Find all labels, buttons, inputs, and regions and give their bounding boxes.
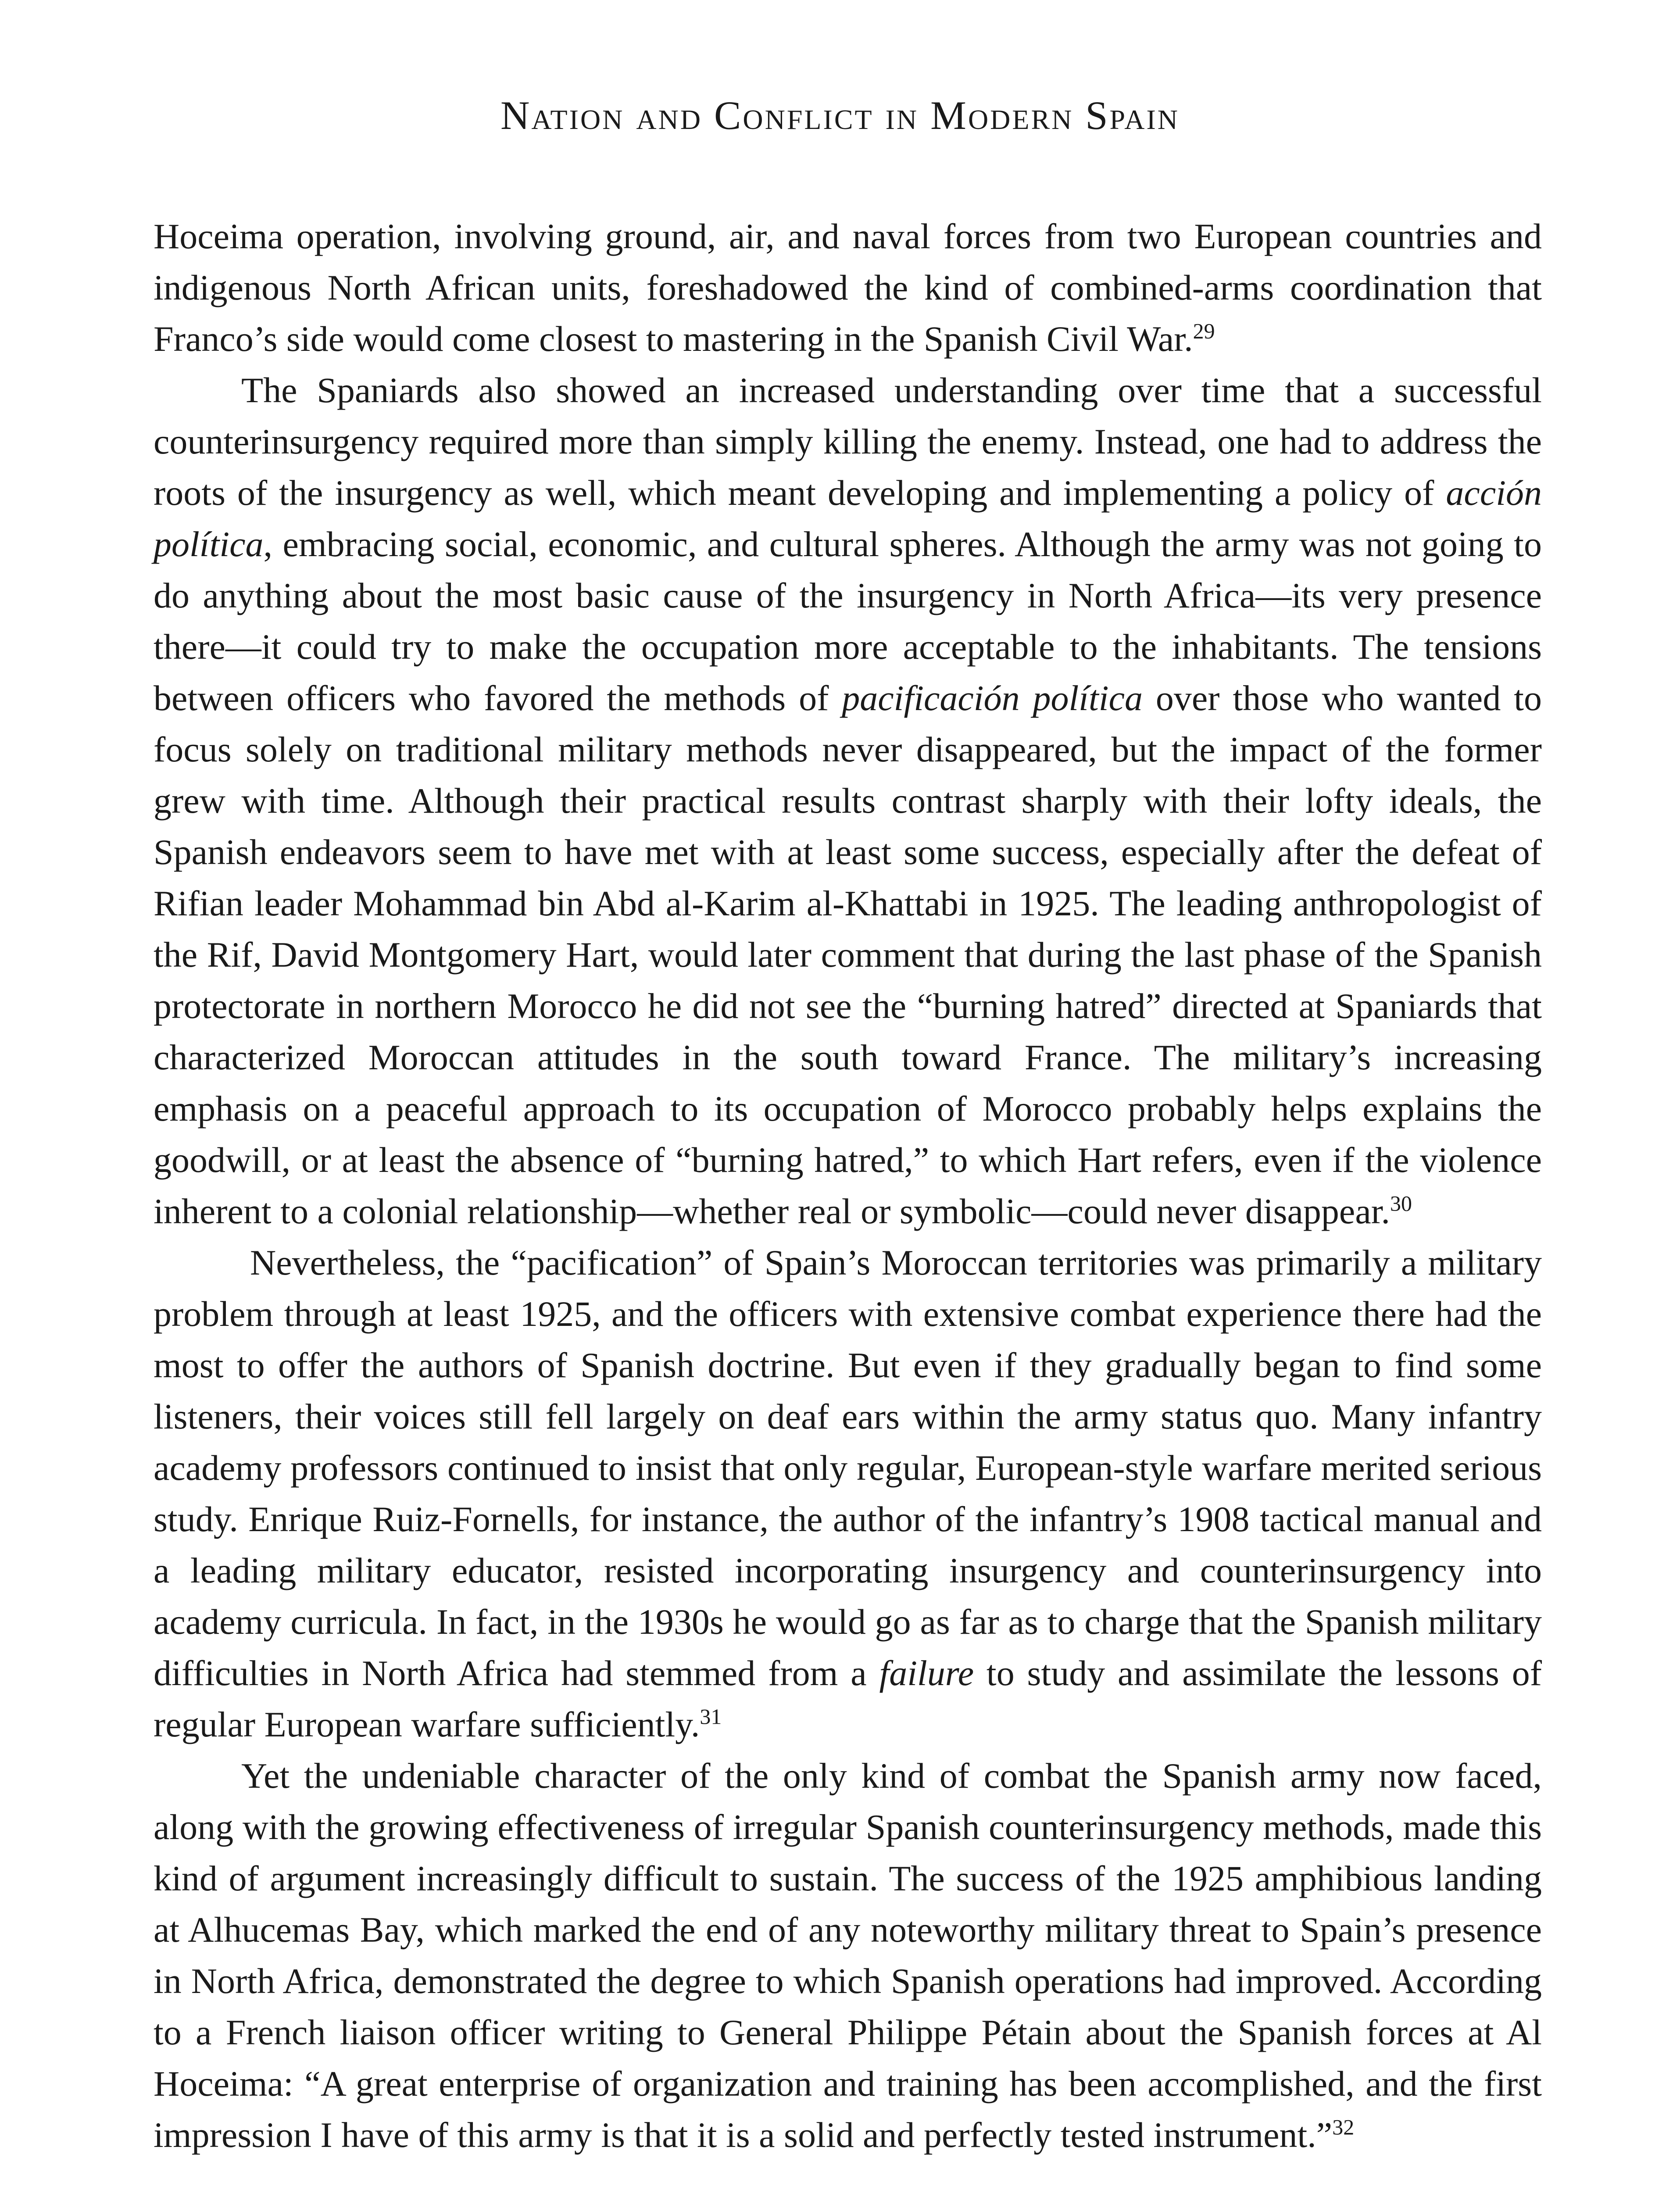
footnote-ref: 30 xyxy=(1390,1191,1412,1216)
text-span: to study and assimilate the lessons of regular European warfare sufficiently. xyxy=(154,1653,1542,1744)
paragraph xyxy=(154,1237,1542,1750)
italic-term: pacificación política xyxy=(842,678,1143,718)
paragraph xyxy=(154,1750,1542,2161)
italic-term: acción política xyxy=(154,473,1542,564)
footnote-ref: 29 xyxy=(1193,318,1215,343)
italic-term: failure xyxy=(879,1653,974,1693)
text-span: , embracing social, economic, and cultural spheres. Although the army was not going to do anything about the most basic cause of the insurgency in North Africa—its very presence there—it could try to make the occupation more acceptable to the inhabitants. The tensions between officers who favored the methods of xyxy=(154,524,1542,718)
text-span: Nevertheless, the “pacification” of Spain’s Moroccan territories was primarily a military problem through at least 1925, and the officers with extensive combat experience there had the most to offer the authors of Spanish doctrine. But even if they gradually began to find some listeners, their voices still fell largely on deaf ears within the army status quo. Many infantry academy professors continued to insist that only regular, European-style warfare merited serious study. Enrique Ruiz-Fornells, for instance, the author of the infantry’s 1908 tactical manual and a leading military educator, resisted incorporating insurgency and counterinsurgency into academy curricula. In fact, in the 1930s he would go as far as to charge that the Spanish military difficulties in North Africa had stemmed from a xyxy=(154,1243,1542,1693)
paragraph-continued xyxy=(154,211,1542,364)
footnote-ref: 32 xyxy=(1332,2114,1355,2139)
text-span: over those who wanted to focus solely on traditional military methods never disappeared, but the impact of the former grew with time. Although their practical results contrast sharply with their lofty ideals, the Spanish endeavors seem to have met with at least some success, especially after the defeat of Rifian leader Mohammad bin Abd al-Karim al-Khattabi in 1925. The leading anthropologist of the Rif, David Montgomery Hart, would later comment that during the last phase of the Spanish protectorate in northern Morocco he did not see the “burning hatred” directed at Spaniards that characterized Moroccan attitudes in the south toward France. The military’s increasing emphasis on a peaceful approach to its occupation of Morocco probably helps explains the goodwill, or at least the absence of “burning hatred,” to which Hart refers, even if the violence inherent to a colonial relationship—whether real or symbolic—could never disappear. xyxy=(154,678,1542,1231)
text-span: The Spaniards also showed an increased understanding over time that a successful counterinsurgency required more than simply killing the enemy. Instead, one had to address the roots of the insurgency as well, which meant developing and implementing a policy of xyxy=(154,370,1542,513)
running-head: Nation and Conflict in Modern Spain xyxy=(500,93,1180,138)
text-span: Hoceima operation, involving ground, air, and naval forces from two European countries and indigenous North African units, foreshadowed the kind of combined-arms coordination that Franco’s side would come closest to mastering in the Spanish Civil War. xyxy=(154,216,1542,359)
footnote-ref: 31 xyxy=(700,1704,722,1729)
text-span: Yet the undeniable character of the only kind of combat the Spanish army now faced, along with the growing effectiveness of irregular Spanish counterinsurgency methods, made this kind of argument increasingly difficult to sustain. The success of the 1925 amphibious landing at Alhucemas Bay, which marked the end of any noteworthy military threat to Spain’s presence in North Africa, demonstrated the degree to which Spanish operations had improved. According to a French liaison officer writing to General Philippe Pétain about the Spanish forces at Al Hoceima: “A great enterprise of organization and training has been accomplished, and the first impression I have of this army is that it is a solid and perfectly tested instrument.” xyxy=(154,1756,1542,2155)
body-text xyxy=(154,211,1542,2161)
paragraph xyxy=(154,364,1542,1237)
